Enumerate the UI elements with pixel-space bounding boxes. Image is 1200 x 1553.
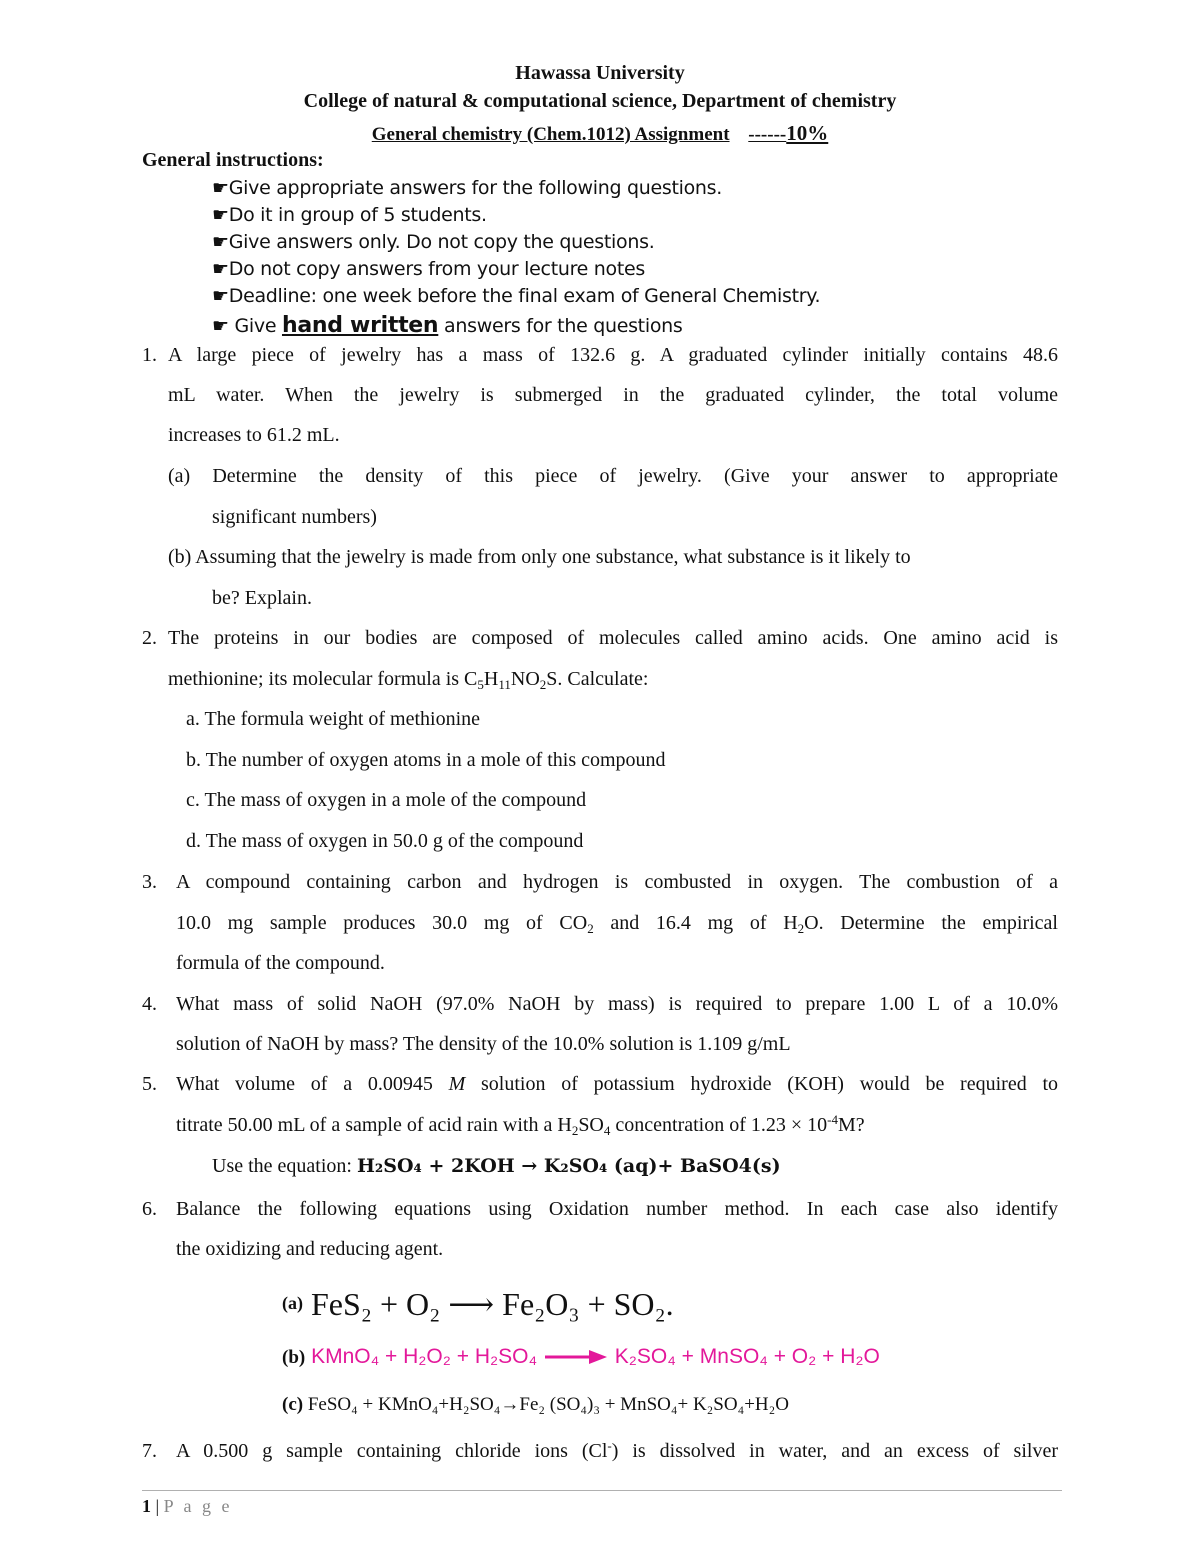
question-text: the oxidizing and reducing agent. <box>176 1238 444 1260</box>
question-subpart: significant numbers) <box>212 506 377 528</box>
question-number: 7. <box>142 1440 157 1462</box>
course-dashes: ------ <box>748 124 787 145</box>
question-number: 1. <box>142 344 157 366</box>
pointing-hand-icon: ☛ <box>212 315 229 337</box>
course-title <box>0 121 1200 146</box>
pointing-hand-icon: ☛ <box>212 231 229 253</box>
list-item: c. The mass of oxygen in a mole of the compound <box>186 789 587 811</box>
equation-b: (b) KMnO₄ + H₂O₂ + H₂SO₄ K₂SO₄ + MnSO₄ + O₂ + H₂O <box>282 1345 880 1368</box>
question-text: A compound containing carbon and hydrogen is combusted in oxygen. The combustion of a <box>176 871 1058 893</box>
question-text: Balance the following equations using Oxidation number method. In each case also identify <box>176 1198 1058 1220</box>
question-text: What volume of a 0.00945 M solution of potassium hydroxide (KOH) would be required to <box>176 1073 1058 1095</box>
hand-written-emphasis: hand written <box>281 313 439 338</box>
question-text: formula of the compound. <box>176 952 385 974</box>
question-number: 5. <box>142 1073 157 1095</box>
list-item: d. The mass of oxygen in 50.0 g of the compound <box>186 830 584 852</box>
equation: H₂SO₄ + 2KOH → K₂SO₄ (aq)+ BaSO4(s) <box>356 1155 781 1177</box>
question-subpart: (b) Assuming that the jewelry is made from only one substance, what substance is it likely to <box>168 546 911 568</box>
pointing-hand-icon: ☛ <box>212 177 229 199</box>
page-label: P a g e <box>163 1496 233 1516</box>
instruction-item: ☛Deadline: one week before the final exam of General Chemistry. <box>212 285 821 307</box>
university-title: Hawassa University <box>515 62 685 84</box>
pointing-hand-icon: ☛ <box>212 258 229 280</box>
question-text: increases to 61.2 mL. <box>168 424 340 446</box>
question-text: 10.0 mg sample produces 30.0 mg of $CO_2$ and 16.4 mg of $H_2O$. Determine the empirical <box>176 912 1058 936</box>
question-number: 2. <box>142 627 157 649</box>
question-number: 6. <box>142 1198 157 1220</box>
question-number: 3. <box>142 871 157 893</box>
question-subpart: (a) Determine the density of this piece of jewelry. (Give your answer to appropriate <box>168 465 1058 487</box>
reaction-arrow-icon <box>543 1348 609 1366</box>
college-title: College of natural & computational science, Department of chemistry <box>303 90 897 112</box>
question-text: A 0.500 g sample containing chloride ions (Cl-) is dissolved in water, and an excess of silver <box>176 1438 1058 1462</box>
question-text: A large piece of jewelry has a mass of 132.6 g. A graduated cylinder initially contains 48.6 <box>168 344 1058 366</box>
question-text: methionine; its molecular formula is $C_5H_{11}NO_2S$. Calculate: <box>168 668 649 692</box>
equation-a: (a) FeS₂ + O₂ ⟶ Fe₂O₃ + SO₂. <box>282 1286 674 1322</box>
instruction-item: ☛Give appropriate answers for the following questions. <box>212 177 722 199</box>
course-weight: 10% <box>786 121 829 145</box>
instruction-item: ☛Do not copy answers from your lecture notes <box>212 258 646 280</box>
question-text: solution of NaOH by mass? The density of the 10.0% solution is 1.109 g/mL <box>176 1033 791 1055</box>
question-text: What mass of solid NaOH (97.0% NaOH by mass) is required to prepare 1.00 L of a 10.0% <box>176 993 1058 1015</box>
question-text: mL water. When the jewelry is submerged in the graduated cylinder, the total volume <box>168 384 1058 406</box>
question-text: titrate 50.00 mL of a sample of acid rain with a $H_2SO_4$ concentration of $1.23 \times 10^{-4}M$? <box>176 1112 865 1138</box>
list-item: a. The formula weight of methionine <box>186 708 481 730</box>
pointing-hand-icon: ☛ <box>212 204 229 226</box>
instructions-title: General instructions: <box>142 149 324 171</box>
page-footer: 1 | P a g e <box>142 1496 233 1516</box>
instruction-item: ☛ Give hand written answers for the questions <box>212 313 683 338</box>
page-number: 1 <box>142 1496 151 1516</box>
footer-divider <box>142 1490 1062 1491</box>
question-number: 4. <box>142 993 157 1015</box>
list-item: b. The number of oxygen atoms in a mole of this compound <box>186 749 666 771</box>
instruction-item: ☛Do it in group of 5 students. <box>212 204 487 226</box>
equation-line: Use the equation: H₂SO₄ + 2KOH → K₂SO₄ (aq)+ BaSO4(s) <box>212 1155 781 1177</box>
instruction-item: ☛Give answers only. Do not copy the questions. <box>212 231 655 253</box>
question-text: The proteins in our bodies are composed of molecules called amino acids. One amino acid is <box>168 627 1058 649</box>
question-subpart: be? Explain. <box>212 587 312 609</box>
course-name: General chemistry (Chem.1012) Assignment <box>371 124 730 145</box>
equation-c: (c) FeSO₄ + KMnO₄+H₂SO₄→Fe₂ (SO₄)₃ + MnSO₄+ K₂SO₄+H₂O <box>282 1394 789 1415</box>
pointing-hand-icon: ☛ <box>212 285 229 307</box>
